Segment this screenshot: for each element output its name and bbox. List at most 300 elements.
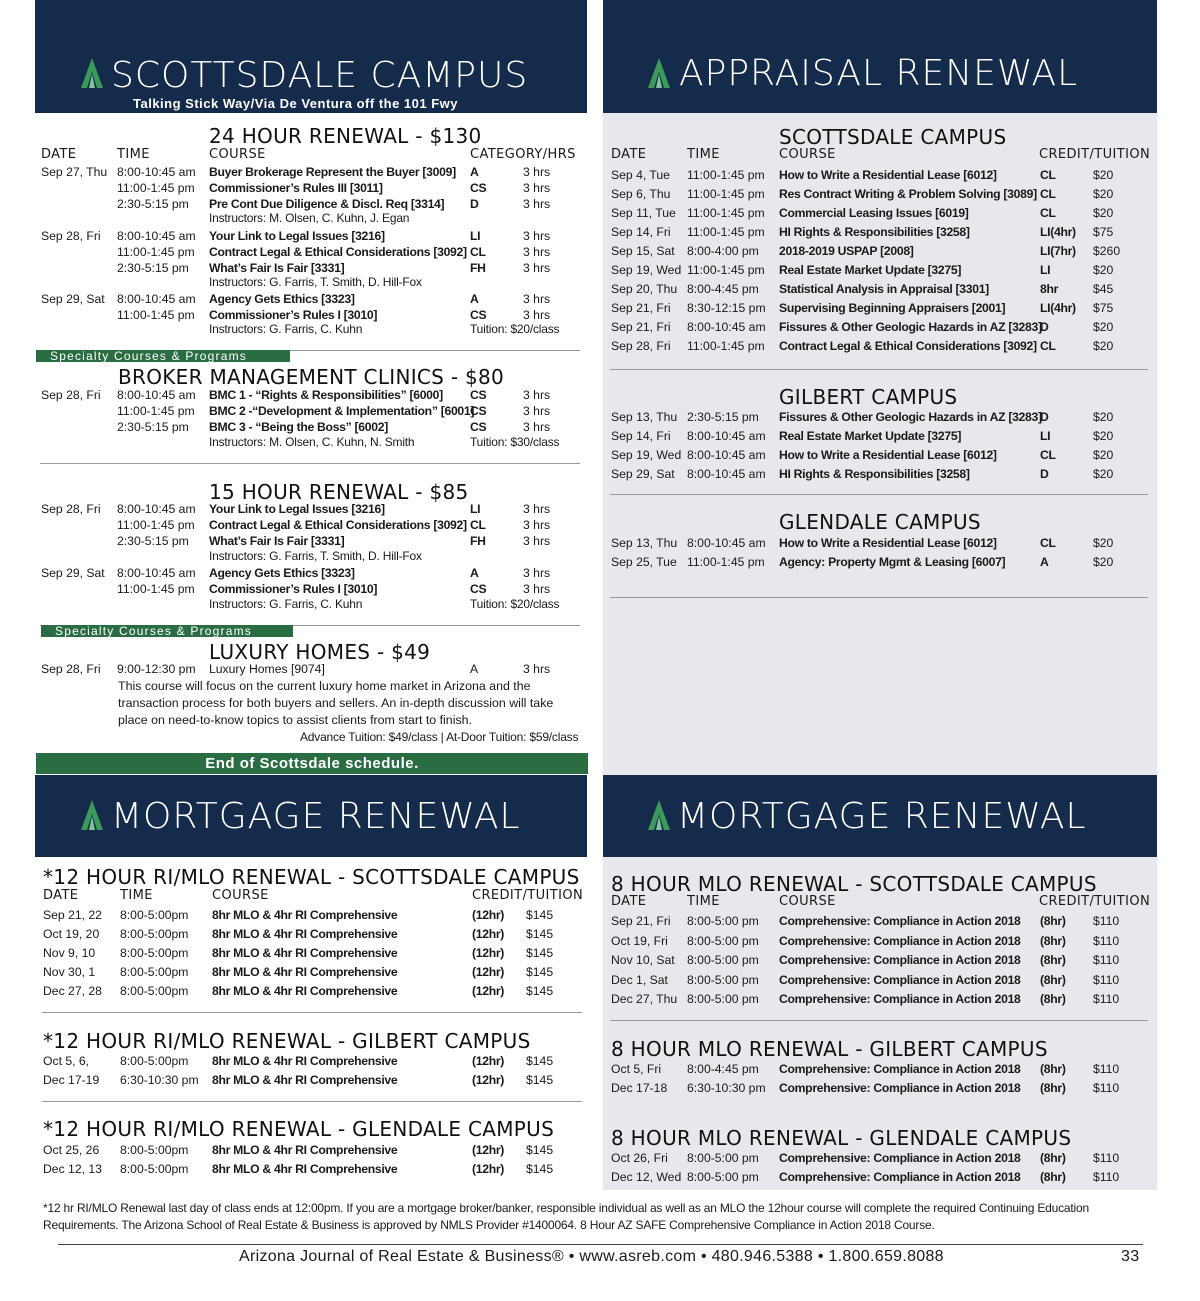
course: Your Link to Legal Issues [3216] — [209, 229, 385, 243]
value: $145 — [526, 1073, 554, 1087]
table-row — [41, 260, 581, 276]
value: $75 — [1093, 225, 1114, 239]
course: Luxury Homes [9074] — [209, 662, 325, 676]
renewal15-title: 15 HOUR RENEWAL - $85 — [209, 480, 469, 504]
table-row — [41, 419, 581, 435]
course: BMC 2 -“Development & Implementation” [6001] — [209, 404, 475, 418]
credit: (12hr) — [472, 927, 505, 941]
mr-glendale-title: 8 HOUR MLO RENEWAL - GLENDALE CAMPUS — [611, 1126, 1072, 1150]
time: 8:00-10:45 am — [117, 229, 196, 243]
value: $20 — [1093, 187, 1114, 201]
value: 3 hrs — [523, 229, 551, 243]
table-row — [41, 291, 581, 307]
course: How to Write a Residential Lease [6012] — [779, 168, 997, 182]
date: Sep 28, Fri — [41, 662, 101, 676]
course: HI Rights & Responsibilities [3258] — [779, 225, 970, 239]
asreb-logo-icon — [81, 800, 103, 830]
date: Sep 20, Thu — [611, 282, 678, 296]
value: $110 — [1093, 1081, 1120, 1095]
footer-text: Arizona Journal of Real Estate & Business® • www.asreb.com • 480.946.5388 • 1.800.659.8088 — [239, 1248, 944, 1265]
credit: CS — [470, 404, 487, 418]
course: Agency Gets Ethics [3323] — [209, 292, 355, 306]
date: Oct 5, Fri — [611, 1062, 662, 1076]
divider — [42, 1012, 582, 1013]
date: Sep 11, Tue — [611, 206, 676, 220]
value: $145 — [526, 965, 554, 979]
bmc-title: BROKER MANAGEMENT CLINICS - $80 — [118, 365, 505, 389]
course: Commissioner’s Rules I [3010] — [209, 308, 378, 322]
renewal24-tuition: Tuition: $20/class — [470, 322, 560, 336]
time: 8:00-10:45 am — [687, 467, 766, 481]
credit: CL — [1040, 339, 1056, 353]
end-of-schedule-banner: End of Scottsdale schedule. — [36, 753, 588, 774]
table-row — [611, 428, 1151, 444]
course: HI Rights & Responsibilities [3258] — [779, 467, 970, 481]
value: 3 hrs — [523, 292, 551, 306]
time: 8:00-10:45 am — [687, 448, 766, 462]
credit: (8hr) — [1040, 1081, 1066, 1095]
credit: D — [1040, 320, 1049, 334]
credit: CL — [1040, 206, 1056, 220]
credit: (8hr) — [1040, 953, 1066, 967]
date: Dec 17-18 — [611, 1081, 668, 1095]
table-row — [43, 1161, 583, 1177]
course: 8hr MLO & 4hr RI Comprehensive — [212, 984, 398, 998]
mortgage-right-banner — [603, 775, 1157, 857]
footnote-line: *12 hr RI/MLO Renewal last day of class ends at 12:00pm. If you are a mortgage broker/banker, responsible individual as well as an MLO the 12hour course will complete the required Continuing Education — [43, 1201, 1089, 1215]
date: Sep 21, Fri — [611, 320, 671, 334]
credit: (12hr) — [472, 1143, 505, 1157]
credit: (12hr) — [472, 1073, 505, 1087]
value: $145 — [526, 1054, 554, 1068]
credit: (8hr) — [1040, 933, 1066, 948]
credit: A — [470, 292, 479, 306]
hours: 3 hrs — [523, 662, 551, 676]
value: 3 hrs — [523, 308, 551, 322]
table-row — [611, 262, 1151, 278]
course: What’s Fair Is Fair [3331] — [209, 261, 345, 275]
table-row — [43, 964, 583, 980]
value: $145 — [526, 1162, 554, 1176]
value: 3 hrs — [523, 388, 551, 402]
luxury-description — [118, 678, 588, 729]
time: 11:00-1:45 pm — [117, 245, 195, 259]
credit: LI — [470, 502, 481, 516]
time: 11:00-1:45 pm — [687, 263, 765, 277]
time: 8:00-5:00pm — [120, 908, 189, 922]
footnote — [43, 1200, 1123, 1234]
value: $20 — [1093, 467, 1114, 481]
course: Supervising Beginning Appraisers [2001] — [779, 301, 1006, 315]
time: 8:00-10:45 am — [117, 566, 196, 580]
table-row — [41, 196, 581, 212]
course: BMC 1 - “Rights & Responsibilities” [6000] — [209, 388, 443, 402]
table-row — [611, 205, 1151, 221]
course: What’s Fair Is Fair [3331] — [209, 534, 345, 548]
renewal24-header-date: DATE — [41, 147, 77, 162]
mortgage-right-banner-title: MORTGAGE RENEWAL — [677, 796, 1087, 837]
renewal24-header-time: TIME — [117, 147, 150, 162]
date: Sep 28, Fri — [611, 339, 671, 353]
course: Comprehensive: Compliance in Action 2018 — [779, 992, 1021, 1006]
appraisal-header-course: COURSE — [779, 147, 836, 162]
course: Agency Gets Ethics [3323] — [209, 566, 355, 580]
course: BMC 3 - “Being the Boss” [6002] — [209, 420, 388, 434]
renewal24-header-course: COURSE — [209, 147, 266, 162]
credit: CS — [470, 308, 487, 322]
date: Sep 14, Fri — [611, 225, 671, 239]
footer-divider — [58, 1244, 1143, 1245]
value: $20 — [1093, 339, 1114, 353]
course: Commissioner’s Rules III [3011] — [209, 181, 383, 195]
table-row — [611, 447, 1151, 463]
value: $20 — [1093, 168, 1114, 182]
value: $20 — [1093, 536, 1114, 550]
table-row — [43, 983, 583, 999]
table-row — [41, 244, 581, 260]
time: 2:30-5:15 pm — [117, 261, 189, 275]
time: 8:00-4:00 pm — [687, 244, 759, 258]
date: Sep 19, Wed — [611, 263, 682, 277]
credit: CL — [470, 518, 486, 532]
table-row — [41, 581, 581, 597]
course: Comprehensive: Compliance in Action 2018 — [779, 972, 1021, 987]
time: 8:00-5:00 pm — [687, 1170, 759, 1184]
value: 3 hrs — [523, 566, 551, 580]
ml-header-credit: CREDIT/TUITION — [472, 888, 584, 903]
credit: CS — [470, 388, 487, 402]
mr-scottsdale-title: 8 HOUR MLO RENEWAL - SCOTTSDALE CAMPUS — [611, 872, 1097, 896]
table-row — [611, 1061, 1151, 1077]
time: 8:00-5:00pm — [120, 1162, 189, 1176]
value: $145 — [526, 984, 554, 998]
table-row — [41, 501, 581, 517]
value: $145 — [526, 908, 554, 922]
course: 8hr MLO & 4hr RI Comprehensive — [212, 1162, 398, 1176]
credit: LI(7hr) — [1040, 244, 1076, 258]
time: 11:00-1:45 pm — [687, 225, 765, 239]
course: Buyer Brokerage Represent the Buyer [3009] — [209, 165, 456, 179]
time: 11:00-1:45 pm — [117, 308, 195, 322]
time: 8:00-5:00pm — [120, 965, 189, 979]
credit: (8hr) — [1040, 914, 1066, 928]
date: Sep 6, Thu — [611, 187, 671, 201]
time: 11:00-1:45 pm — [687, 339, 765, 353]
time: 8:00-10:45 am — [117, 165, 196, 179]
ml-glendale-title: *12 HOUR RI/MLO RENEWAL - GLENDALE CAMPUS — [43, 1117, 555, 1141]
credit: CL — [1040, 187, 1056, 201]
time: 8:00-4:45 pm — [687, 1062, 759, 1076]
value: $110 — [1093, 933, 1120, 948]
appraisal-gilbert-title: GILBERT CAMPUS — [779, 385, 958, 409]
time: 11:00-1:45 pm — [687, 206, 765, 220]
table-row — [611, 952, 1151, 968]
value: 3 hrs — [523, 518, 551, 532]
credit: (8hr) — [1040, 1151, 1066, 1165]
credit: CS — [470, 582, 487, 596]
credit: CL — [1040, 168, 1056, 182]
credit: LI — [1040, 429, 1051, 443]
renewal24-instructors-3: Instructors: G. Farris, C. Kuhn — [209, 322, 363, 336]
time: 8:00-5:00 pm — [687, 914, 759, 928]
bmc-tuition: Tuition: $30/class — [470, 435, 560, 449]
date: Dec 27, 28 — [43, 984, 102, 998]
credit: D — [1040, 410, 1049, 424]
table-row — [611, 409, 1151, 425]
time: 11:00-1:45 pm — [117, 582, 195, 596]
course: 8hr MLO & 4hr RI Comprehensive — [212, 908, 398, 922]
category: A — [470, 662, 479, 676]
credit: LI — [470, 229, 481, 243]
divider — [610, 597, 1148, 598]
time: 8:00-10:45 am — [117, 502, 196, 516]
date: Dec 17-19 — [43, 1073, 100, 1087]
table-row — [41, 164, 581, 180]
table-row — [43, 945, 583, 961]
date: Sep 28, Fri — [41, 388, 101, 402]
value: 3 hrs — [523, 502, 551, 516]
course: Comprehensive: Compliance in Action 2018 — [779, 1170, 1021, 1184]
time: 8:00-5:00 pm — [687, 972, 759, 987]
table-row — [611, 1169, 1151, 1185]
value: 3 hrs — [523, 261, 551, 275]
scottsdale-banner-title: SCOTTSDALE CAMPUS — [111, 55, 529, 96]
value: $20 — [1093, 448, 1114, 462]
divider — [40, 463, 580, 464]
credit: A — [1040, 555, 1049, 569]
credit: (8hr) — [1040, 992, 1066, 1006]
credit: 8hr — [1040, 282, 1059, 296]
mr-header-credit: CREDIT/TUITION — [1039, 894, 1151, 909]
date: Sep 14, Fri — [611, 429, 671, 443]
table-row — [41, 403, 581, 419]
course: 8hr MLO & 4hr RI Comprehensive — [212, 965, 398, 979]
table-row — [611, 554, 1151, 570]
divider — [610, 369, 1148, 370]
date: Sep 13, Thu — [611, 410, 678, 424]
time: 8:00-5:00pm — [120, 984, 189, 998]
time: 8:00-5:00 pm — [687, 1151, 759, 1165]
time: 9:00-12:30 pm — [117, 662, 196, 676]
credit: LI(4hr) — [1040, 225, 1076, 239]
date: Oct 19, Fri — [611, 933, 668, 948]
luxury-description-line: place on need-to-know topics to assist clients from start to finish. — [118, 713, 472, 727]
credit: CL — [470, 245, 486, 259]
date: Dec 12, 13 — [43, 1162, 102, 1176]
ml-gilbert-title: *12 HOUR RI/MLO RENEWAL - GILBERT CAMPUS — [43, 1029, 531, 1053]
date: Oct 19, 20 — [43, 927, 100, 941]
value: $110 — [1093, 972, 1120, 987]
value: $145 — [526, 946, 554, 960]
table-row — [41, 228, 581, 244]
renewal24-instructors-1: Instructors: M. Olsen, C. Kuhn, J. Egan — [209, 211, 410, 225]
credit: FH — [470, 261, 486, 275]
credit: (12hr) — [472, 1162, 505, 1176]
value: $110 — [1093, 1151, 1120, 1165]
mr-header-time: TIME — [687, 894, 720, 909]
time: 8:00-5:00 pm — [687, 933, 759, 948]
mr-header-date: DATE — [611, 894, 647, 909]
table-row — [611, 466, 1151, 482]
time: 8:00-10:45 am — [687, 320, 766, 334]
value: 3 hrs — [523, 197, 551, 211]
table-row — [41, 517, 581, 533]
asreb-logo-icon — [81, 58, 103, 88]
time: 6:30-10:30 pm — [120, 1073, 199, 1087]
course: Contract Legal & Ethical Considerations [3092] — [209, 245, 467, 259]
value: $110 — [1093, 1170, 1120, 1184]
time: 11:00-1:45 pm — [117, 518, 195, 532]
credit: (12hr) — [472, 908, 505, 922]
table-row — [611, 1080, 1151, 1096]
course: Real Estate Market Update [3275] — [779, 263, 962, 277]
credit: CL — [1040, 536, 1056, 550]
renewal24-title: 24 HOUR RENEWAL - $130 — [209, 124, 482, 148]
date: Sep 15, Sat — [611, 244, 675, 258]
luxury-description-line: This course will focus on the current luxury home market in Arizona and the — [118, 679, 531, 693]
value: $145 — [526, 927, 554, 941]
credit: (8hr) — [1040, 972, 1066, 987]
value: $110 — [1093, 1062, 1120, 1076]
time: 11:00-1:45 pm — [687, 555, 765, 569]
date: Dec 12, Wed — [611, 1170, 682, 1184]
value: $20 — [1093, 555, 1114, 569]
time: 2:30-5:15 pm — [117, 534, 189, 548]
table-row — [41, 180, 581, 196]
mr-header-course: COURSE — [779, 894, 836, 909]
asreb-logo-icon — [648, 800, 670, 830]
date: Oct 5, 6, — [43, 1054, 90, 1068]
date: Nov 30, 1 — [43, 965, 96, 979]
table-row — [611, 224, 1151, 240]
date: Sep 21, Fri — [611, 301, 671, 315]
course: Fissures & Other Geologic Hazards in AZ [3283] — [779, 410, 1042, 424]
scottsdale-banner — [35, 0, 587, 113]
credit: (12hr) — [472, 984, 505, 998]
time: 8:00-5:00pm — [120, 927, 189, 941]
date: Sep 28, Fri — [41, 229, 101, 243]
table-row — [43, 1072, 583, 1088]
course: 8hr MLO & 4hr RI Comprehensive — [212, 927, 398, 941]
bmc-instructors: Instructors: M. Olsen, C. Kuhn, N. Smith — [209, 435, 415, 449]
asreb-logo-icon — [648, 58, 670, 88]
time: 8:30-12:15 pm — [687, 301, 766, 315]
course: 8hr MLO & 4hr RI Comprehensive — [212, 1054, 398, 1068]
renewal24-instructors-2: Instructors: G. Farris, T. Smith, D. Hill-Fox — [209, 275, 422, 289]
credit: (8hr) — [1040, 1170, 1066, 1184]
course: Comprehensive: Compliance in Action 2018 — [779, 953, 1021, 967]
time: 8:00-10:45 am — [117, 292, 196, 306]
value: $20 — [1093, 410, 1114, 424]
date: Sep 13, Thu — [611, 536, 678, 550]
ml-header-course: COURSE — [212, 888, 269, 903]
value: 3 hrs — [523, 245, 551, 259]
date: Oct 25, 26 — [43, 1143, 100, 1157]
table-row — [611, 338, 1151, 354]
table-row — [611, 913, 1151, 929]
renewal15-instructors-1: Instructors: G. Farris, T. Smith, D. Hill-Fox — [209, 549, 422, 563]
course: Contract Legal & Ethical Considerations [3092] — [209, 518, 467, 532]
date: Dec 1, Sat — [611, 972, 668, 987]
luxury-row — [41, 661, 581, 677]
course: Statistical Analysis in Appraisal [3301] — [779, 282, 989, 296]
course: Commissioner’s Rules I [3010] — [209, 582, 378, 596]
renewal15-tuition: Tuition: $20/class — [470, 597, 560, 611]
time: 8:00-5:00 pm — [687, 992, 759, 1006]
table-row — [611, 300, 1151, 316]
date: Sep 29, Sat — [41, 292, 105, 306]
credit: CS — [470, 420, 487, 434]
table-row — [611, 933, 1151, 949]
date: Sep 4, Tue — [611, 168, 670, 182]
date: Nov 10, Sat — [611, 953, 675, 967]
divider — [42, 1101, 582, 1102]
value: $20 — [1093, 320, 1114, 334]
value: $75 — [1093, 301, 1114, 315]
divider — [610, 494, 1148, 495]
date: Oct 26, Fri — [611, 1151, 668, 1165]
date: Sep 29, Sat — [41, 566, 105, 580]
course: Comprehensive: Compliance in Action 2018 — [779, 1062, 1021, 1076]
appraisal-banner-title: APPRAISAL RENEWAL — [679, 53, 1079, 94]
footnote-line: Requirements. The Arizona School of Real Estate & Business is approved by NMLS Provider #1400064. 8 Hour AZ SAFE Comprehensive Compliance in Action 2018 Course. — [43, 1218, 935, 1232]
course: Contract Legal & Ethical Considerations [3092] — [779, 339, 1037, 353]
course: How to Write a Residential Lease [6012] — [779, 448, 997, 462]
time: 8:00-5:00pm — [120, 946, 189, 960]
ml-header-date: DATE — [43, 888, 79, 903]
date: Nov 9, 10 — [43, 946, 96, 960]
course: 8hr MLO & 4hr RI Comprehensive — [212, 946, 398, 960]
luxury-title: LUXURY HOMES - $49 — [209, 640, 431, 664]
table-row — [611, 281, 1151, 297]
time: 8:00-10:45 am — [117, 388, 196, 402]
value: $145 — [526, 1143, 554, 1157]
credit: D — [470, 197, 479, 211]
table-row — [611, 167, 1151, 183]
value: $260 — [1093, 244, 1121, 258]
value: 3 hrs — [523, 582, 551, 596]
course: 8hr MLO & 4hr RI Comprehensive — [212, 1073, 398, 1087]
table-row — [611, 186, 1151, 202]
luxury-tuition: Advance Tuition: $49/class | At-Door Tuition: $59/class — [300, 730, 579, 744]
value: 3 hrs — [523, 534, 551, 548]
table-row — [43, 1053, 583, 1069]
course: 2018-2019 USPAP [2008] — [779, 244, 914, 258]
specialty-label: Specialty Courses & Programs — [36, 350, 290, 362]
table-row — [41, 565, 581, 581]
time: 6:30-10:30 pm — [687, 1081, 766, 1095]
date: Sep 28, Fri — [41, 502, 101, 516]
value: $45 — [1093, 282, 1114, 296]
date: Sep 19, Wed — [611, 448, 682, 462]
credit: (12hr) — [472, 946, 505, 960]
time: 8:00-10:45 am — [687, 536, 766, 550]
mortgage-left-banner-title: MORTGAGE RENEWAL — [111, 796, 521, 837]
credit: D — [1040, 467, 1049, 481]
value: 3 hrs — [523, 165, 551, 179]
credit: A — [470, 566, 479, 580]
time: 11:00-1:45 pm — [687, 168, 765, 182]
time: 11:00-1:45 pm — [117, 181, 195, 195]
credit: LI(4hr) — [1040, 301, 1076, 315]
credit: LI — [1040, 263, 1051, 277]
table-row — [611, 1150, 1151, 1166]
course: Your Link to Legal Issues [3216] — [209, 502, 385, 516]
course: Comprehensive: Compliance in Action 2018 — [779, 1081, 1021, 1095]
table-row — [41, 533, 581, 549]
divider — [610, 1020, 1148, 1021]
date: Sep 29, Sat — [611, 467, 675, 481]
